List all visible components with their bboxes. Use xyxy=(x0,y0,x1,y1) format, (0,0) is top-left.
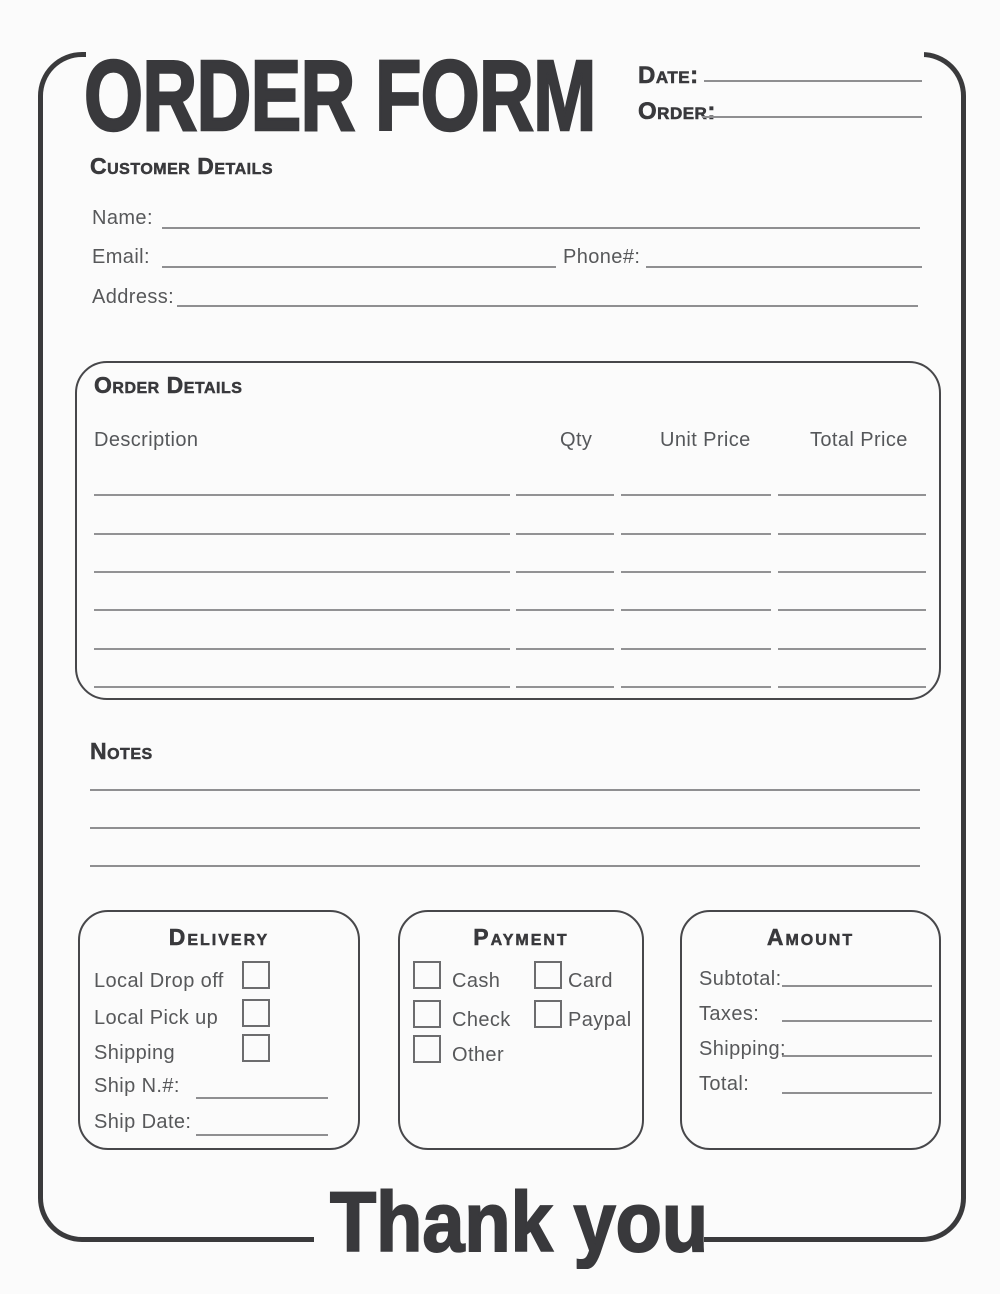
notes-line-2[interactable] xyxy=(90,827,920,829)
order-details-heading: Order Details xyxy=(94,372,243,398)
shipping-option-label: Shipping xyxy=(94,1042,176,1064)
row6-total-price-line[interactable] xyxy=(778,686,926,688)
notes-line-3[interactable] xyxy=(90,865,920,867)
row3-total-price-line[interactable] xyxy=(778,571,926,573)
amount-shipping-label: Shipping: xyxy=(699,1038,786,1060)
amount-shipping-input-line[interactable] xyxy=(782,1055,932,1057)
checkbox-cash[interactable] xyxy=(413,961,441,989)
email-label: Email: xyxy=(92,246,150,268)
customer-details-heading: Customer Details xyxy=(90,153,274,179)
checkbox-local-pick-up[interactable] xyxy=(242,999,270,1027)
phone-label: Phone#: xyxy=(563,246,641,268)
checkbox-local-drop-off[interactable] xyxy=(242,961,270,989)
name-label: Name: xyxy=(92,207,153,229)
row5-description-line[interactable] xyxy=(94,648,510,650)
total-input-line[interactable] xyxy=(782,1092,932,1094)
row3-description-line[interactable] xyxy=(94,571,510,573)
row1-description-line[interactable] xyxy=(94,494,510,496)
row2-total-price-line[interactable] xyxy=(778,533,926,535)
taxes-label: Taxes: xyxy=(699,1003,760,1025)
row4-qty-line[interactable] xyxy=(516,609,614,611)
checkbox-paypal[interactable] xyxy=(534,1000,562,1028)
column-header-unit-price: Unit Price xyxy=(660,429,751,451)
ship-date-label: Ship Date: xyxy=(94,1111,192,1133)
order-number-label: Order: xyxy=(638,98,716,125)
column-header-description: Description xyxy=(94,429,199,451)
amount-box xyxy=(680,910,941,1150)
checkbox-shipping[interactable] xyxy=(242,1034,270,1062)
row1-unit-price-line[interactable] xyxy=(621,494,771,496)
subtotal-input-line[interactable] xyxy=(782,985,932,987)
date-label: Date: xyxy=(638,62,699,89)
subtotal-label: Subtotal: xyxy=(699,968,782,990)
row6-unit-price-line[interactable] xyxy=(621,686,771,688)
notes-heading: Notes xyxy=(90,738,153,764)
row2-description-line[interactable] xyxy=(94,533,510,535)
paypal-label: Paypal xyxy=(568,1009,632,1031)
name-input-line[interactable] xyxy=(162,227,920,229)
ship-date-input-line[interactable] xyxy=(196,1134,328,1136)
row6-qty-line[interactable] xyxy=(516,686,614,688)
payment-box xyxy=(398,910,644,1150)
amount-heading: Amount xyxy=(766,924,855,950)
row1-qty-line[interactable] xyxy=(516,494,614,496)
row2-qty-line[interactable] xyxy=(516,533,614,535)
local-drop-off-label: Local Drop off xyxy=(94,970,224,992)
row3-unit-price-line[interactable] xyxy=(621,571,771,573)
column-header-qty: Qty xyxy=(560,429,593,451)
order-details-box xyxy=(75,361,941,700)
address-input-line[interactable] xyxy=(177,305,918,307)
row5-unit-price-line[interactable] xyxy=(621,648,771,650)
taxes-input-line[interactable] xyxy=(782,1020,932,1022)
ship-number-label: Ship N.#: xyxy=(94,1075,180,1097)
notes-line-1[interactable] xyxy=(90,789,920,791)
date-input-line[interactable] xyxy=(704,80,922,82)
card-label: Card xyxy=(568,970,613,992)
cash-label: Cash xyxy=(452,970,501,992)
row4-description-line[interactable] xyxy=(94,609,510,611)
total-label: Total: xyxy=(699,1073,750,1095)
check-label: Check xyxy=(452,1009,511,1031)
email-input-line[interactable] xyxy=(162,266,556,268)
checkbox-other[interactable] xyxy=(413,1035,441,1063)
row4-unit-price-line[interactable] xyxy=(621,609,771,611)
delivery-box xyxy=(78,910,360,1150)
column-header-total-price: Total Price xyxy=(810,429,908,451)
delivery-heading: Delivery xyxy=(168,924,270,950)
row2-unit-price-line[interactable] xyxy=(621,533,771,535)
other-label: Other xyxy=(452,1044,505,1066)
ship-number-input-line[interactable] xyxy=(196,1097,328,1099)
row5-qty-line[interactable] xyxy=(516,648,614,650)
row5-total-price-line[interactable] xyxy=(778,648,926,650)
local-pick-up-label: Local Pick up xyxy=(94,1007,219,1029)
address-label: Address: xyxy=(92,286,175,308)
page-title: ORDER FORM xyxy=(84,40,596,152)
row1-total-price-line[interactable] xyxy=(778,494,926,496)
payment-heading: Payment xyxy=(473,924,569,950)
order-number-input-line[interactable] xyxy=(702,116,922,118)
checkbox-card[interactable] xyxy=(534,961,562,989)
row4-total-price-line[interactable] xyxy=(778,609,926,611)
row3-qty-line[interactable] xyxy=(516,571,614,573)
phone-input-line[interactable] xyxy=(646,266,922,268)
checkbox-check[interactable] xyxy=(413,1000,441,1028)
thank-you-text: Thank you xyxy=(330,1175,709,1269)
row6-description-line[interactable] xyxy=(94,686,510,688)
